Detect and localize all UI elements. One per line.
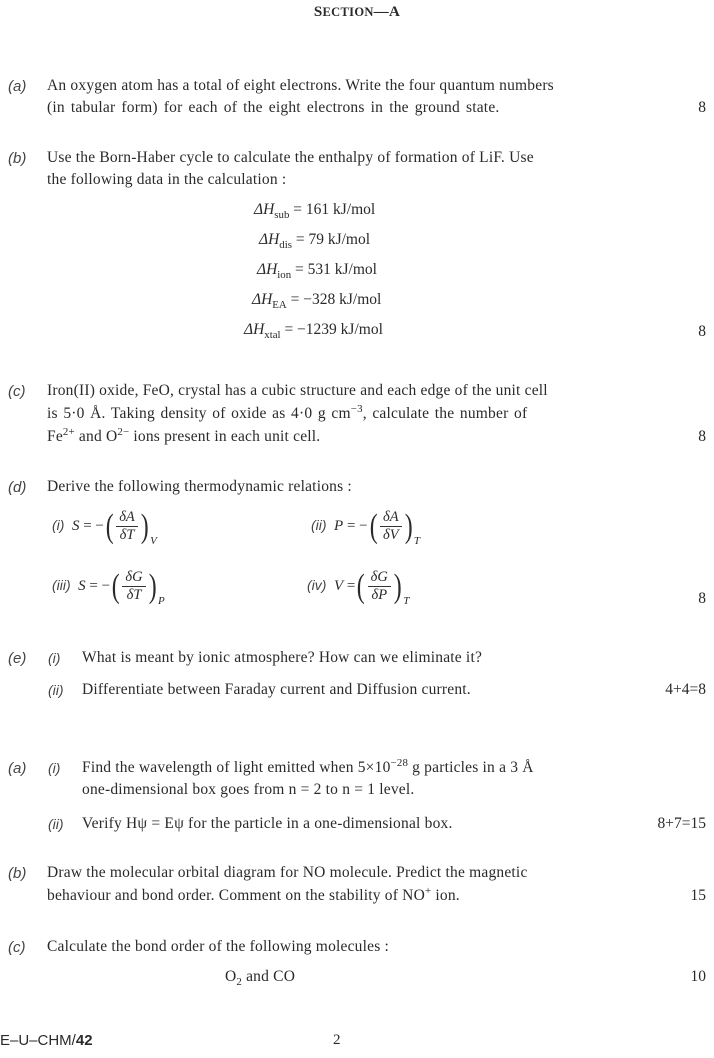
q1a-line2: (in tabular form) for each of the eight electrons in the ground state. <box>47 99 500 116</box>
q1c-line2: is 5·0 Å. Taking density of oxide as 4·0 g $cm^{-3}$, calculate the number of <box>47 402 528 422</box>
relation-ii: (ii) P = −( $\frac{\delta A}{\delta V}$ ) $_T$ <box>311 507 421 547</box>
q2a-i-line2: one-dimensional box goes from n = 2 to n = 1 level. <box>82 781 415 798</box>
q2a-ii-text: Verify Hψ = Eψ for the particle in a one-dimensional box. <box>82 815 453 832</box>
q2a-i-num: (i) <box>48 760 61 776</box>
dh-ion-row: $\Delta H_{ion} = 531$ kJ/mol <box>257 261 377 282</box>
q2b-marks: 15 <box>690 887 706 904</box>
q1b-line1: Use the Born-Haber cycle to calculate the enthalpy of formation of LiF. Use <box>47 149 534 166</box>
dh-dis-row: $\Delta H_{dis} = 79$ kJ/mol <box>259 231 371 252</box>
q1b-label: (b) <box>8 150 27 167</box>
q2a-marks: 8+7=15 <box>657 815 706 832</box>
q2b-label: (b) <box>8 865 27 882</box>
dh-ea-row: $\Delta H_{EA} = -328$ kJ/mol <box>252 291 382 312</box>
q1e-marks: 4+4=8 <box>665 681 706 698</box>
q1e-i-text: What is meant by ionic atmosphere? How can we eliminate it? <box>82 649 483 666</box>
relation-iv: (iv) V =( $\frac{\delta G}{\delta P}$ ) $_T$ <box>307 567 410 607</box>
dh-sub-row: $\Delta H_{sub} = 161$ kJ/mol <box>254 201 376 222</box>
q1c-marks: 8 <box>698 428 706 445</box>
section-title: SECTION—A <box>313 4 401 20</box>
q1e-i-num: (i) <box>48 650 61 666</box>
relation-i: (i) S = −( $\frac{\delta A}{\delta T}$ ) $_V$ <box>52 507 157 547</box>
q1a-label: (a) <box>8 78 27 95</box>
q1c-line1: Iron(II) oxide, FeO, crystal has a cubic structure and each edge of the unit cell <box>47 382 548 399</box>
q2a-label: (a) <box>8 760 27 777</box>
q2c-line1: Calculate the bond order of the following molecules : <box>47 938 390 955</box>
page-number: 2 <box>333 1032 341 1048</box>
q2a-i-line1: Find the wavelength of light emitted when $5\times 10^{-28}$ g particles in a 3 Å <box>82 756 534 776</box>
q2c-marks: 10 <box>690 968 706 985</box>
q1d-line1: Derive the following thermodynamic relations : <box>47 478 352 495</box>
dh-xtal-row: $\Delta H_{xtal} = -1239$ kJ/mol <box>244 321 383 342</box>
q2c-label: (c) <box>8 939 26 956</box>
q2b-line2: behaviour and bond order. Comment on the stability of NO+ ion. <box>47 884 460 904</box>
paper-code: E–U–CHM/42 <box>0 1032 93 1049</box>
q2c-equation: $O_2$ and CO <box>225 968 296 989</box>
q1a-marks: 8 <box>698 99 706 116</box>
q1b-marks: 8 <box>698 323 706 340</box>
q2a-ii-num: (ii) <box>48 816 64 832</box>
q2b-line1: Draw the molecular orbital diagram for NO molecule. Predict the magnetic <box>47 864 528 881</box>
q1c-label: (c) <box>8 383 26 400</box>
q1e-ii-text: Differentiate between Faraday current and Diffusion current. <box>82 681 471 698</box>
q1a-line1: An oxygen atom has a total of eight electrons. Write the four quantum numbers <box>47 77 554 94</box>
q1d-marks: 8 <box>698 590 706 607</box>
q1b-line2: the following data in the calculation : <box>47 171 287 188</box>
q1e-label: (e) <box>8 650 27 667</box>
q1d-label: (d) <box>8 479 27 496</box>
q1e-ii-num: (ii) <box>48 682 64 698</box>
relation-iii: (iii) S = −( $\frac{\delta G}{\delta T}$ ) $_P$ <box>52 567 165 607</box>
q1c-line3: $Fe^{2+}$ and $O^{2-}$ ions present in each unit cell. <box>47 425 321 445</box>
